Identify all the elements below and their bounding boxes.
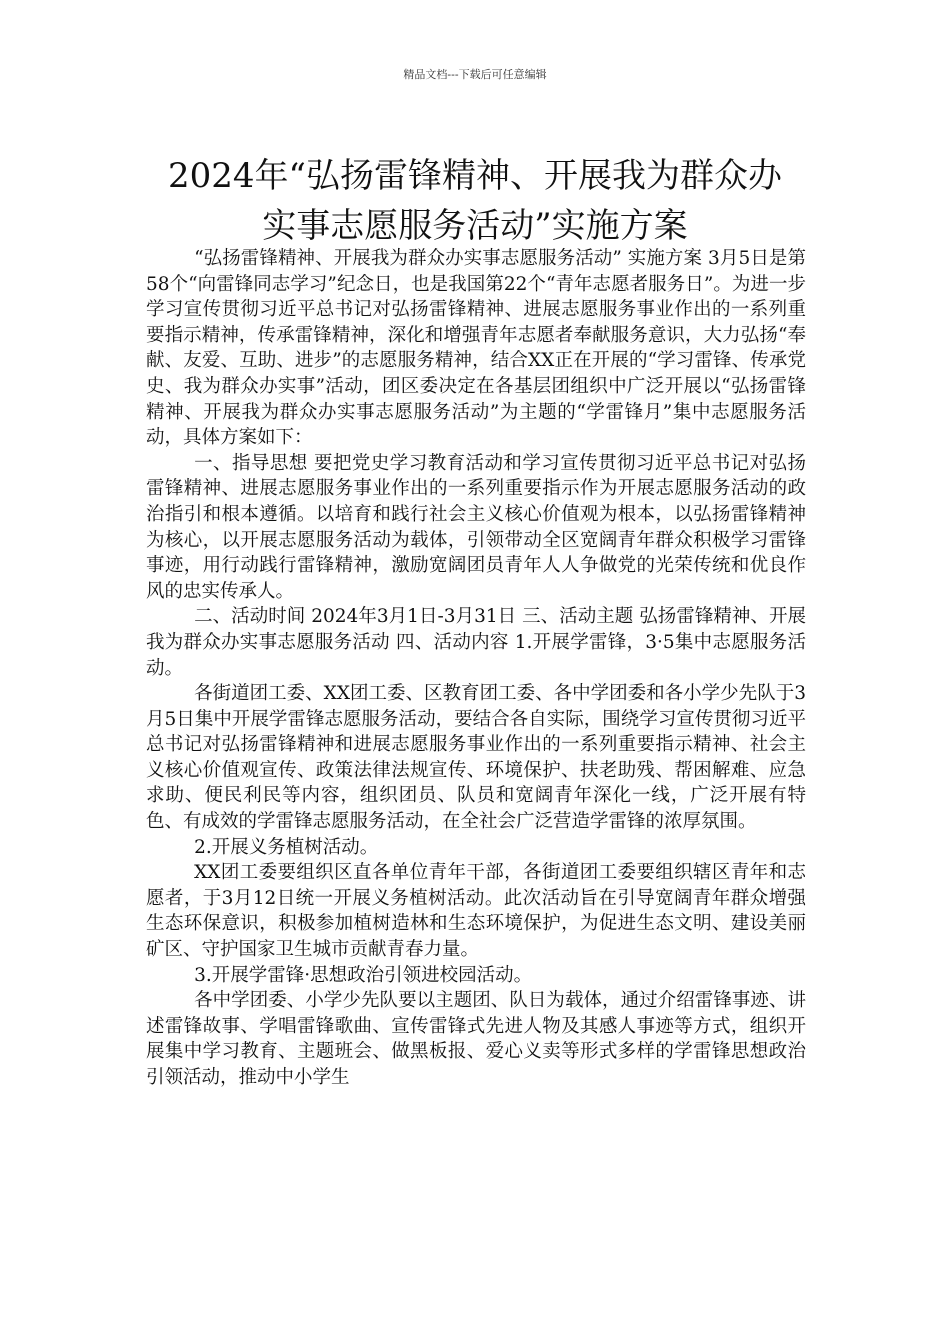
paragraph-guiding-ideology: 一、指导思想 要把党史学习教育活动和学习宣传贯彻习近平总书记对弘扬雷锋精神、进展志愿服务事业作出的一系列重要指示作为开展志愿服务活动的政治指引和根本遵循。以培育和践行社会主义核心价值观为根本，以弘扬雷锋精神为核心，以开展志愿服务活动为载体，引领带动全区宽阔青年群众积极学习雷锋事迹，用行动践行雷锋精神，激励宽阔团员青年人人争做党的光荣传统和优良作风的忠实传承人。 bbox=[146, 452, 806, 602]
paragraph-campus-heading: 3.开展学雷锋·思想政治引领进校园活动。 bbox=[194, 964, 533, 986]
paragraph-campus-activity: 各中学团委、小学少先队要以主题团、队日为载体，通过介绍雷锋事迹、讲述雷锋故事、学唱雷锋歌曲、宣传雷锋式先进人物及其感人事迹等方式，组织开展集中学习教育、主题班会、做黑板报、爱心义卖等形式多样的学雷锋思想政治引领活动，推动中小学生 bbox=[146, 990, 806, 1088]
paragraph-march5-activity: 各街道团工委、XX团工委、区教育团工委、各中学团委和各小学少先队于3月5日集中开展学雷锋志愿服务活动，要结合各自实际，围绕学习宣传贯彻习近平总书记对弘扬雷锋精神和进展志愿服务事业作出的一系列重要指示精神、社会主义核心价值观宣传、政策法律法规宣传、环境保护、扶老助残、帮困解难、应急求助、便民利民等内容，组织团员、队员和宽阔青年深化一线，广泛开展有特色、有成效的学雷锋志愿服务活动，在全社会广泛营造学雷锋的浓厚氛围。 bbox=[146, 683, 806, 833]
title-line-2: 实事志愿服务活动”实施方案 bbox=[262, 205, 688, 246]
document-body bbox=[146, 246, 806, 1091]
paragraph-tree-planting-heading: 2.开展义务植树活动。 bbox=[194, 836, 379, 858]
paragraph-time-theme-content: 二、活动时间 2024年3月1日-3月31日 三、活动主题 弘扬雷锋精神、开展我为群众办实事志愿服务活动 四、活动内容 1.开展学雷锋，3·5集中志愿服务活动。 bbox=[146, 606, 806, 679]
paragraph-intro: “弘扬雷锋精神、开展我为群众办实事志愿服务活动” 实施方案 3月5日是第58个“向雷锋同志学习”纪念日，也是我国第22个“青年志愿者服务日”。为进一步学习宣传贯彻习近平总书记对弘扬雷锋精神、进展志愿服务事业作出的一系列重要指示精神，传承雷锋精神，深化和增强青年志愿者奉献服务意识，大力弘扬“奉献、友爱、互助、进步”的志愿服务精神，结合XX正在开展的“学习雷锋、传承党史、我为群众办实事”活动，团区委决定在各基层团组织中广泛开展以“弘扬雷锋精神、开展我为群众办实事志愿服务活动”为主题的“学雷锋月”集中志愿服务活动，具体方案如下： bbox=[146, 248, 806, 449]
paragraph-tree-planting: XX团工委要组织区直各单位青年干部，各街道团工委要组织辖区青年和志愿者，于3月12日统一开展义务植树活动。此次活动旨在引导宽阔青年群众增强生态环保意识，积极参加植树造林和生态环境保护，为促进生态文明、建设美丽矿区、守护国家卫生城市贡献青春力量。 bbox=[146, 862, 806, 961]
page-header-note: 精品文档---下载后可任意编辑 bbox=[403, 68, 547, 81]
document-title bbox=[120, 151, 830, 251]
title-line-1: 2024年“弘扬雷锋精神、开展我为群众办 bbox=[168, 155, 782, 196]
